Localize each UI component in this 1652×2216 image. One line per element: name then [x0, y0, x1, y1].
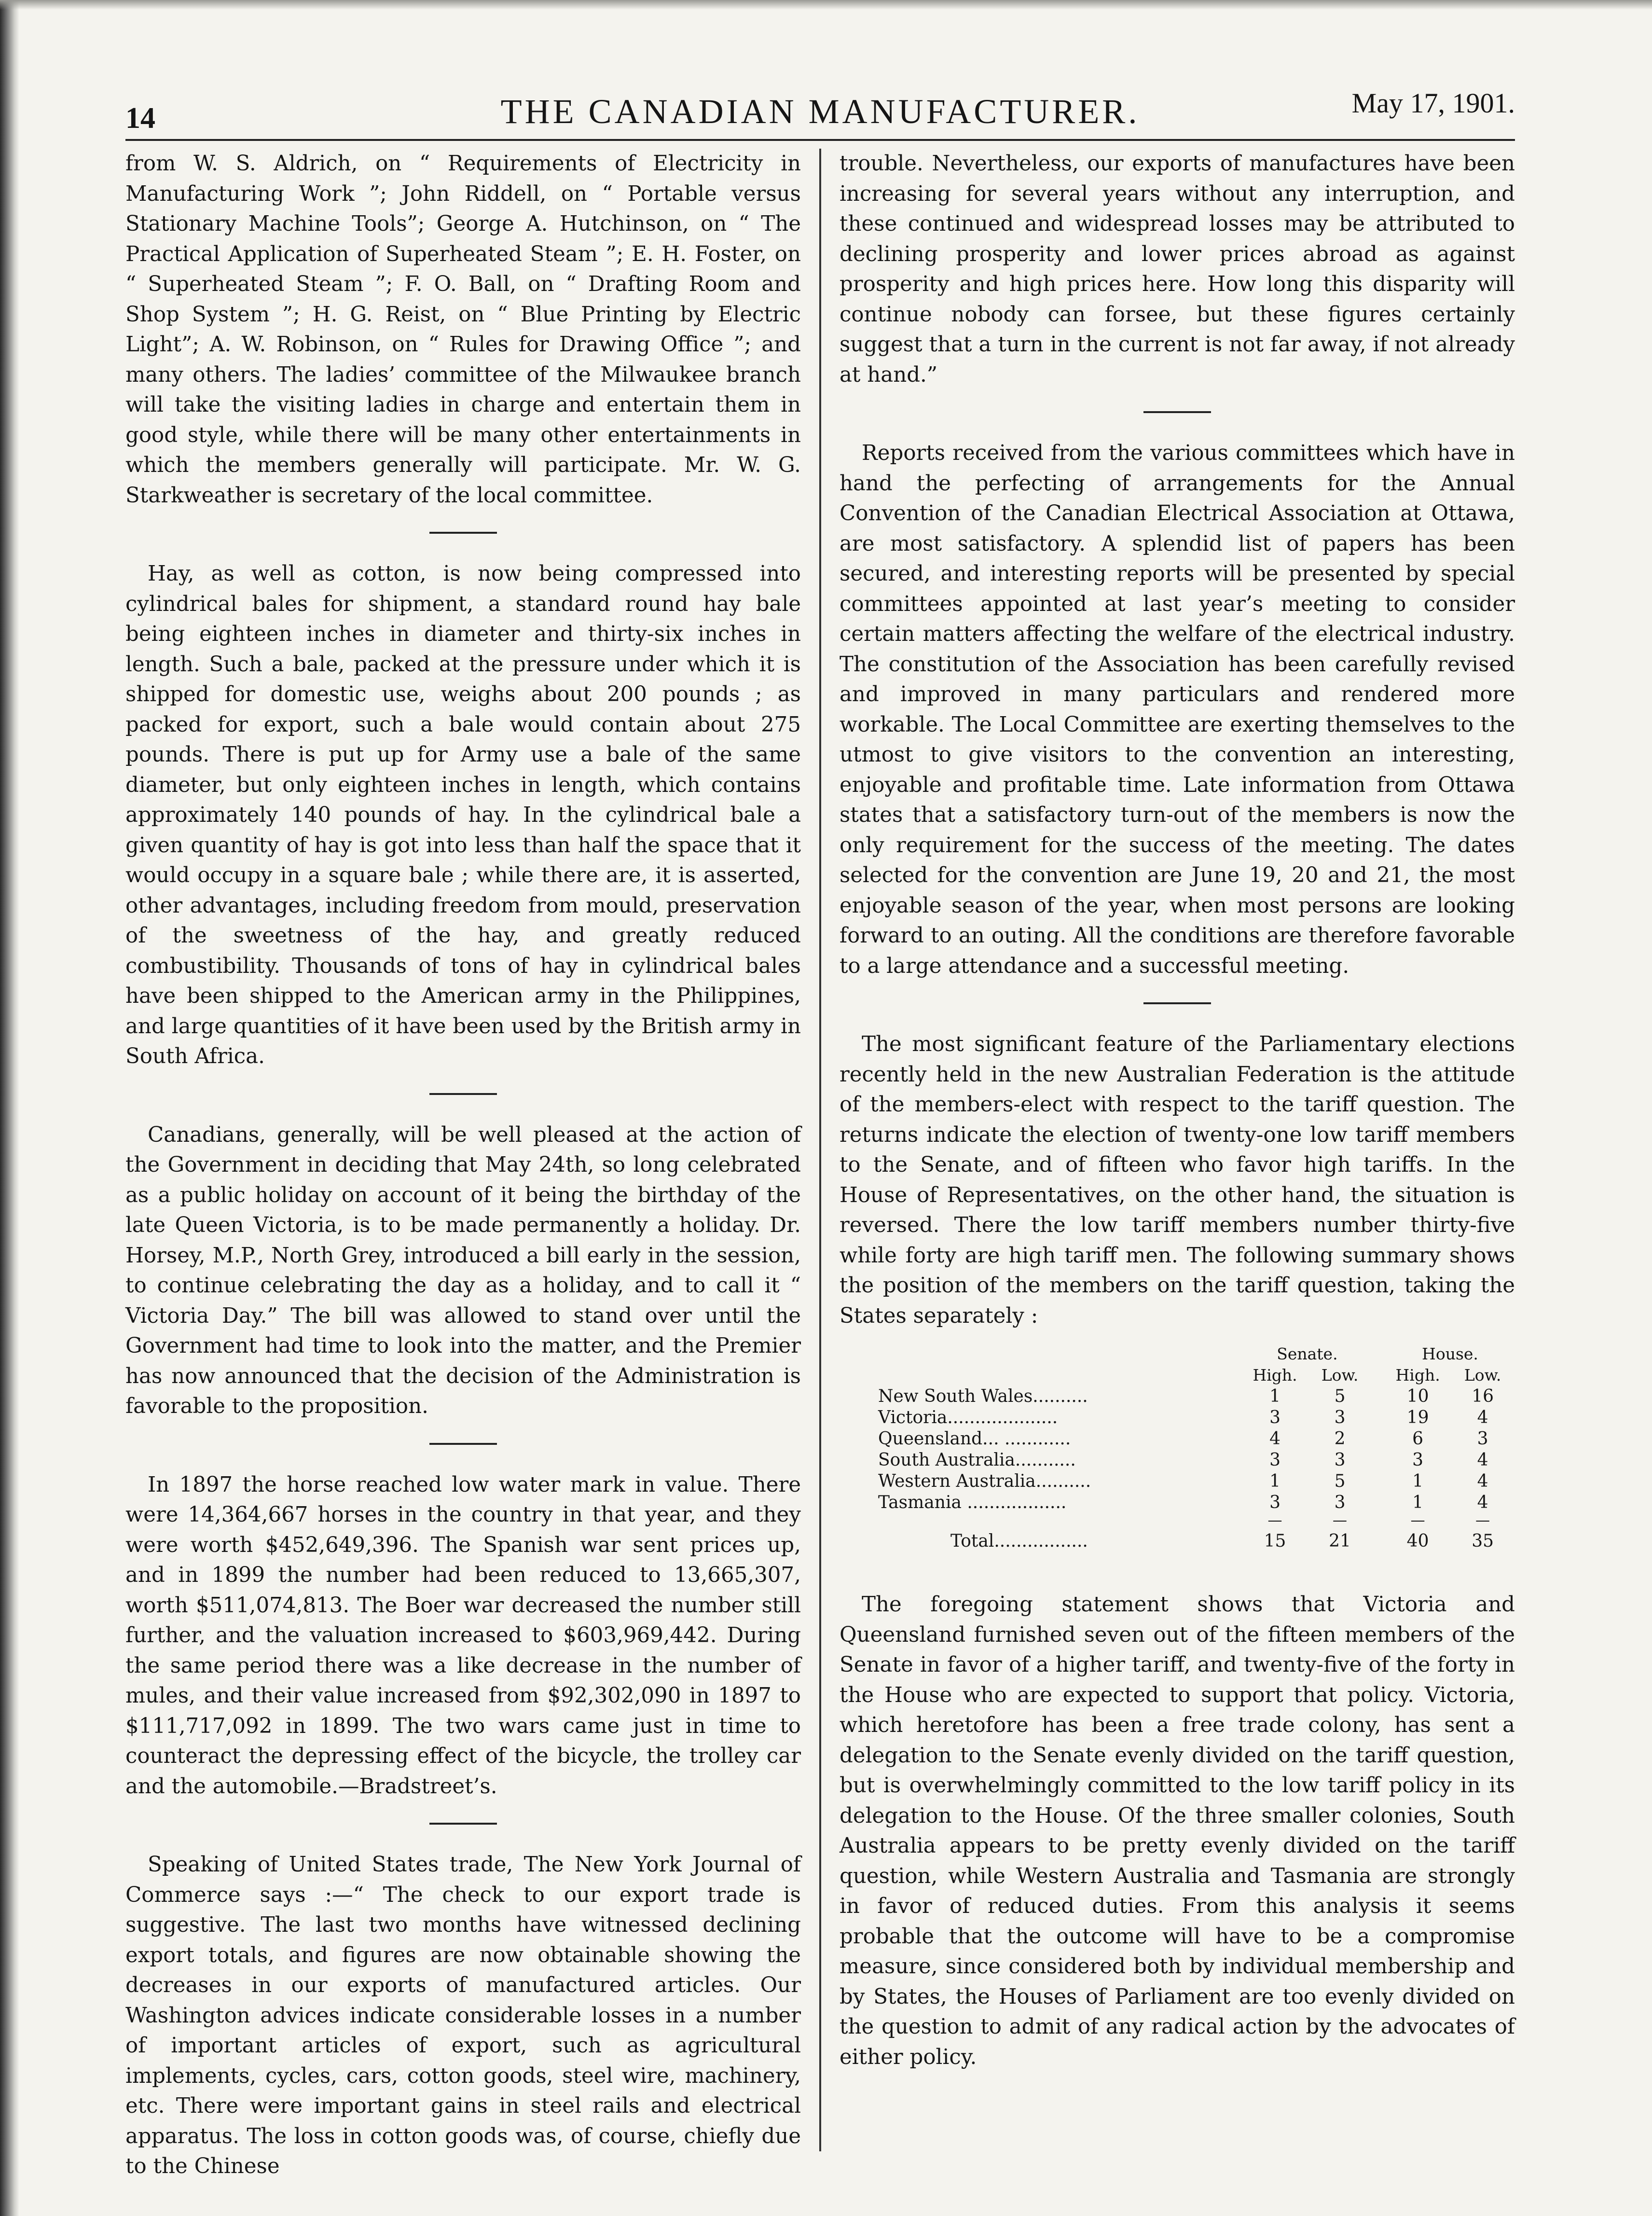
- article-paragraph: In 1897 the horse reached low water mark in value. There were 14,364,667 horses in the country in that year, and they were worth $452,649,396. The Spanish war sent prices up, and in 1899 the number had been reduced to 13,665,307, worth $511,074,813. The Boer war decreased the number still further, and the valuation increased to $603,969,442. During the same period there was a like decrease in the number of mules, and their value increased from $92,302,090 in 1897 to $111,717,092 in 1899. The two wars came just in time to counteract the depressing effect of the bicycle, the trolley car and the automobile.—Bradstreet’s.: [125, 1472, 801, 1799]
- article-paragraph: Speaking of United States trade, The New York Journal of Commerce says :—“ The check to our export trade is suggestive. The last two months have witnessed declining export totals, and figures are now obtainable showing the decreases in our exports of manufactured articles. Our Washington advices indicate considerable losses in a number of important articles of export, such as agricultural implements, cycles, cars, cotton goods, steel wire, machinery, etc. There were important gains in steel rails and electrical apparatus. The loss in cotton goods was, of course, chiefly due to the Chinese: [125, 1853, 801, 2178]
- section-divider: [1143, 411, 1211, 413]
- table-row: Victoria.................... 3 3 19 4: [878, 1408, 1488, 1427]
- house-group-header: House.: [1422, 1344, 1478, 1363]
- section-divider: [1143, 1002, 1211, 1004]
- tariff-summary-table: [840, 1343, 1515, 1575]
- table-row: South Australia........... 3 3 3 4: [878, 1450, 1488, 1470]
- page-number: 14: [125, 102, 155, 135]
- journal-title: THE CANADIAN MANUFACTURER.: [500, 92, 1140, 131]
- left-column: [125, 149, 801, 2178]
- article-paragraph: The foregoing statement shows that Victoria and Queensland furnished seven out of the fifteen members of the Senate in favor of a higher tariff, and twenty-five of the forty in the House who are expected to support that policy. Victoria, which heretofore has been a free trade colony, has sent a delegation to the Senate evenly divided on the tariff question, but is overwhelmingly committed to the low tariff policy in its delegation to the House. Of the three smaller colonies, South Australia appears to be pretty evenly divided on the tariff question, while Western Australia and Tasmania are strongly in favor of reduced duties. From this analysis it seems probable that the outcome will have to be a compromise measure, since considered both by individual membership and by States, the Houses of Parliament are too evenly divided on the question to admit of any radical action by the advocates of either policy.: [840, 1593, 1515, 2069]
- article-paragraph: Hay, as well as cotton, is now being compressed into cylindrical bales for shipment, a standard round hay bale being eighteen inches in diameter and thirty-six inches in length. Such a bale, packed at the pressure under which it is shipped for domestic use, weighs about 200 pounds ; as packed for export, such a bale would contain about 275 pounds. There is put up for Army use a bale of the same diameter, but only eighteen inches in length, which contains approximately 140 pounds of hay. In the cylindrical bale a given quantity of hay is got into less than half the space that it would occupy in a square bale ; while there are, it is asserted, other advantages, including freedom from mould, preservation of the sweetness of the hay, and greatly reduced combustibility. Thousands of tons of hay in cylindrical bales have been shipped to the American army in the Philippines, and large quantities of it have been used by the British army in South Africa.: [125, 562, 801, 1068]
- senate-group-header: Senate.: [1277, 1344, 1338, 1363]
- scan-top-shadow: [0, 0, 1652, 10]
- scan-edge-shadow: [0, 0, 19, 2216]
- article-paragraph: trouble. Nevertheless, our exports of manufactures have been increasing for several years without any interruption, and these continued and widespread losses may be attributed to declining prosperity and lower prices abroad as against prosperity and high prices here. How long this disparity will continue nobody can forsee, but these figures certainly suggest that a turn in the current is not far away, if not already at hand.”: [840, 152, 1515, 387]
- section-divider: [429, 1443, 497, 1445]
- table-row: Tasmania .................. 3 3 1 4: [878, 1493, 1488, 1512]
- table-total-rule: — — — —: [1267, 1512, 1490, 1529]
- article-paragraph: Canadians, generally, will be well pleased at the action of the Government in deciding that May 24th, so long celebrated as a public holiday on account of it being the birthday of the late Queen Victoria, is to be made permanently a holiday. Dr. Horsey, M.P., North Grey, introduced a bill early in the session, to continue celebrating the day as a holiday, and to call it “ Victoria Day.” The bill was allowed to stand over until the Government had time to look into the matter, and the Premier has now announced that the decision of the Administration is favorable to the proposition.: [125, 1122, 801, 1418]
- col-header-house-high: High.: [1395, 1366, 1440, 1385]
- col-header-senate-low: Low.: [1321, 1366, 1359, 1385]
- col-header-house-low: Low.: [1464, 1366, 1501, 1385]
- page-header: [125, 77, 1515, 140]
- issue-date: May 17, 1901.: [1351, 87, 1515, 119]
- header-rule: [125, 139, 1515, 141]
- section-divider: [429, 1823, 497, 1825]
- table-total-row: Total................. 15 21 40 35: [950, 1531, 1494, 1551]
- article-paragraph: The most significant feature of the Parliamentary elections recently held in the new Australian Federation is the attitude of the members-elect with respect to the tariff question. The returns indicate the election of twenty-one low tariff members to the Senate, and of fifteen who favor high tariffs. In the House of Representatives, on the other hand, the situation is reversed. There the low tariff members number thirty-five while forty are high tariff men. The following summary shows the position of the members on the tariff question, taking the States separately :: [840, 1032, 1515, 1328]
- section-divider: [429, 1093, 497, 1095]
- table-row: New South Wales.......... 1 5 10 16: [878, 1386, 1494, 1406]
- table-row: Western Australia.......... 1 5 1 4: [878, 1471, 1488, 1491]
- newspaper-page: [125, 77, 1515, 2178]
- article-paragraph: from W. S. Aldrich, on “ Requirements of Electricity in Manufacturing Work ”; John Riddell, on “ Portable versus Stationary Machine Tools”; George A. Hutchinson, on “ The Practical Application of Superheated Steam ”; E. H. Foster, on “ Superheated Steam ”; F. O. Ball, on “ Drafting Room and Shop System ”; H. G. Reist, on “ Blue Printing by Electric Light”; A. W. Robinson, on “ Rules for Drawing Office ”; and many others. The ladies’ committee of the Milwaukee branch will take the visiting ladies in charge and entertain them in good style, while there will be many other entertainments in which the members generally will participate. Mr. W. G. Starkweather is secretary of the local committee.: [125, 152, 801, 508]
- article-paragraph: Reports received from the various committees which have in hand the perfecting of arrangements for the Annual Convention of the Canadian Electrical Association at Ottawa, are most satisfactory. A splendid list of papers has been secured, and interesting reports will be presented by special committees appointed at last year’s meeting to consider certain matters affecting the welfare of the electrical industry. The constitution of the Association has been carefully revised and improved in many particulars and rendered more workable. The Local Committee are exerting themselves to the utmost to give visitors to the convention an interesting, enjoyable and profitable time. Late information from Ottawa states that a satisfactory turn-out of the members is now the only requirement for the success of the meeting. The dates selected for the convention are June 19, 20 and 21, the most enjoyable season of the year, when most persons are looking forward to an outing. All the conditions are therefore favorable to a large attendance and a successful meeting.: [840, 441, 1515, 978]
- right-column: [840, 149, 1515, 2151]
- column-divider: [819, 149, 821, 2151]
- section-divider: [429, 532, 497, 534]
- col-header-senate-high: High.: [1253, 1366, 1297, 1385]
- table-row: Queensland... ............ 4 2 6 3: [878, 1429, 1488, 1449]
